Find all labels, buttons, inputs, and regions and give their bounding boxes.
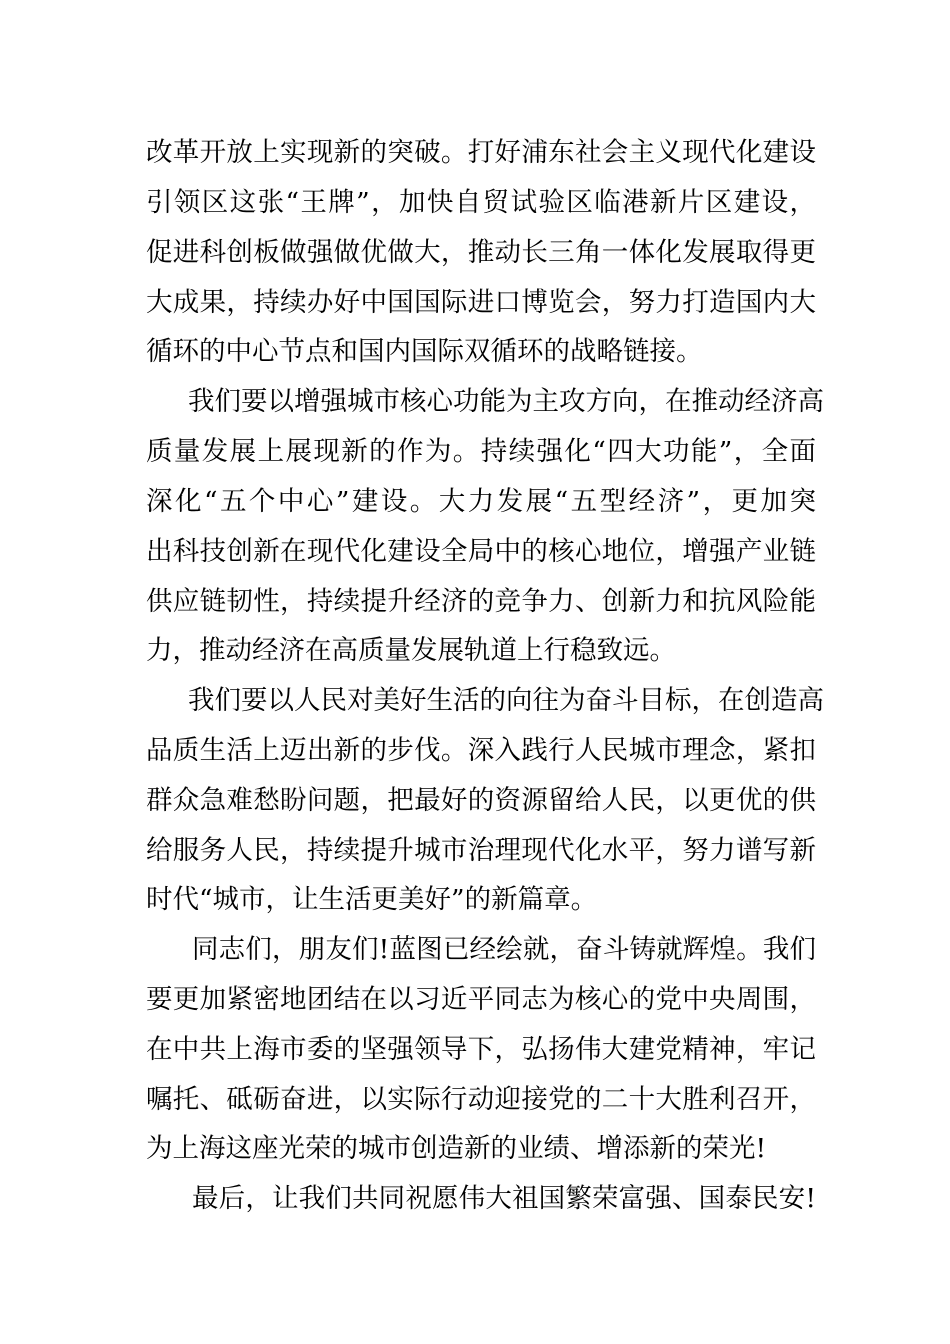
- paragraph-3-line-1: 我们要以人民对美好生活的向往为奋斗目标，在创造高: [188, 685, 824, 716]
- text-line-16: 时代“城市，让生活更美好”的新篇章。: [146, 884, 598, 915]
- paragraph-2-line-1: 我们要以增强城市核心功能为主攻方向，在推动经济高: [188, 386, 824, 417]
- text-line-21: 为上海这座光荣的城市创造新的业绩、增添新的荣光!: [146, 1133, 767, 1164]
- text-line-13: 品质生活上迈出新的步伐。深入践行人民城市理念，紧扣: [146, 735, 816, 766]
- text-line-1: 改革开放上实现新的突破。打好浦东社会主义现代化建设: [146, 137, 816, 168]
- text-line-11: 力，推动经济在高质量发展轨道上行稳致远。: [146, 635, 676, 666]
- text-line-10: 供应链韧性，持续提升经济的竞争力、创新力和抗风险能: [146, 586, 816, 617]
- text-line-8: 深化“五个中心”建设。大力发展“五型经济”，更加突: [146, 486, 816, 517]
- text-line-3: 促进科创板做强做优做大，推动长三角一体化发展取得更: [146, 237, 816, 268]
- paragraph-4-line-1: 同志们，朋友们!蓝图已经绘就，奋斗铸就辉煌。我们: [192, 934, 816, 965]
- text-line-4: 大成果，持续办好中国国际进口博览会，努力打造国内大: [146, 287, 816, 318]
- text-line-15: 给服务人民，持续提升城市治理现代化水平，努力谱写新: [146, 835, 816, 866]
- text-line-19: 在中共上海市委的坚强领导下，弘扬伟大建党精神，牢记: [146, 1034, 816, 1065]
- text-line-20: 嘱托、砥砺奋进，以实际行动迎接党的二十大胜利召开，: [146, 1084, 816, 1115]
- text-line-9: 出科技创新在现代化建设全局中的核心地位，增强产业链: [146, 536, 816, 567]
- text-line-14: 群众急难愁盼问题，把最好的资源留给人民，以更优的供: [146, 785, 816, 816]
- text-line-7: 质量发展上展现新的作为。持续强化“四大功能”，全面: [146, 436, 816, 467]
- text-line-2: 引领区这张“王牌”，加快自贸试验区临港新片区建设，: [146, 187, 816, 218]
- text-line-18: 要更加紧密地团结在以习近平同志为核心的党中央周围，: [146, 984, 816, 1015]
- closing-line: 最后，让我们共同祝愿伟大祖国繁荣富强、国泰民安!: [192, 1183, 816, 1214]
- text-line-5: 循环的中心节点和国内国际双循环的战略链接。: [146, 336, 703, 367]
